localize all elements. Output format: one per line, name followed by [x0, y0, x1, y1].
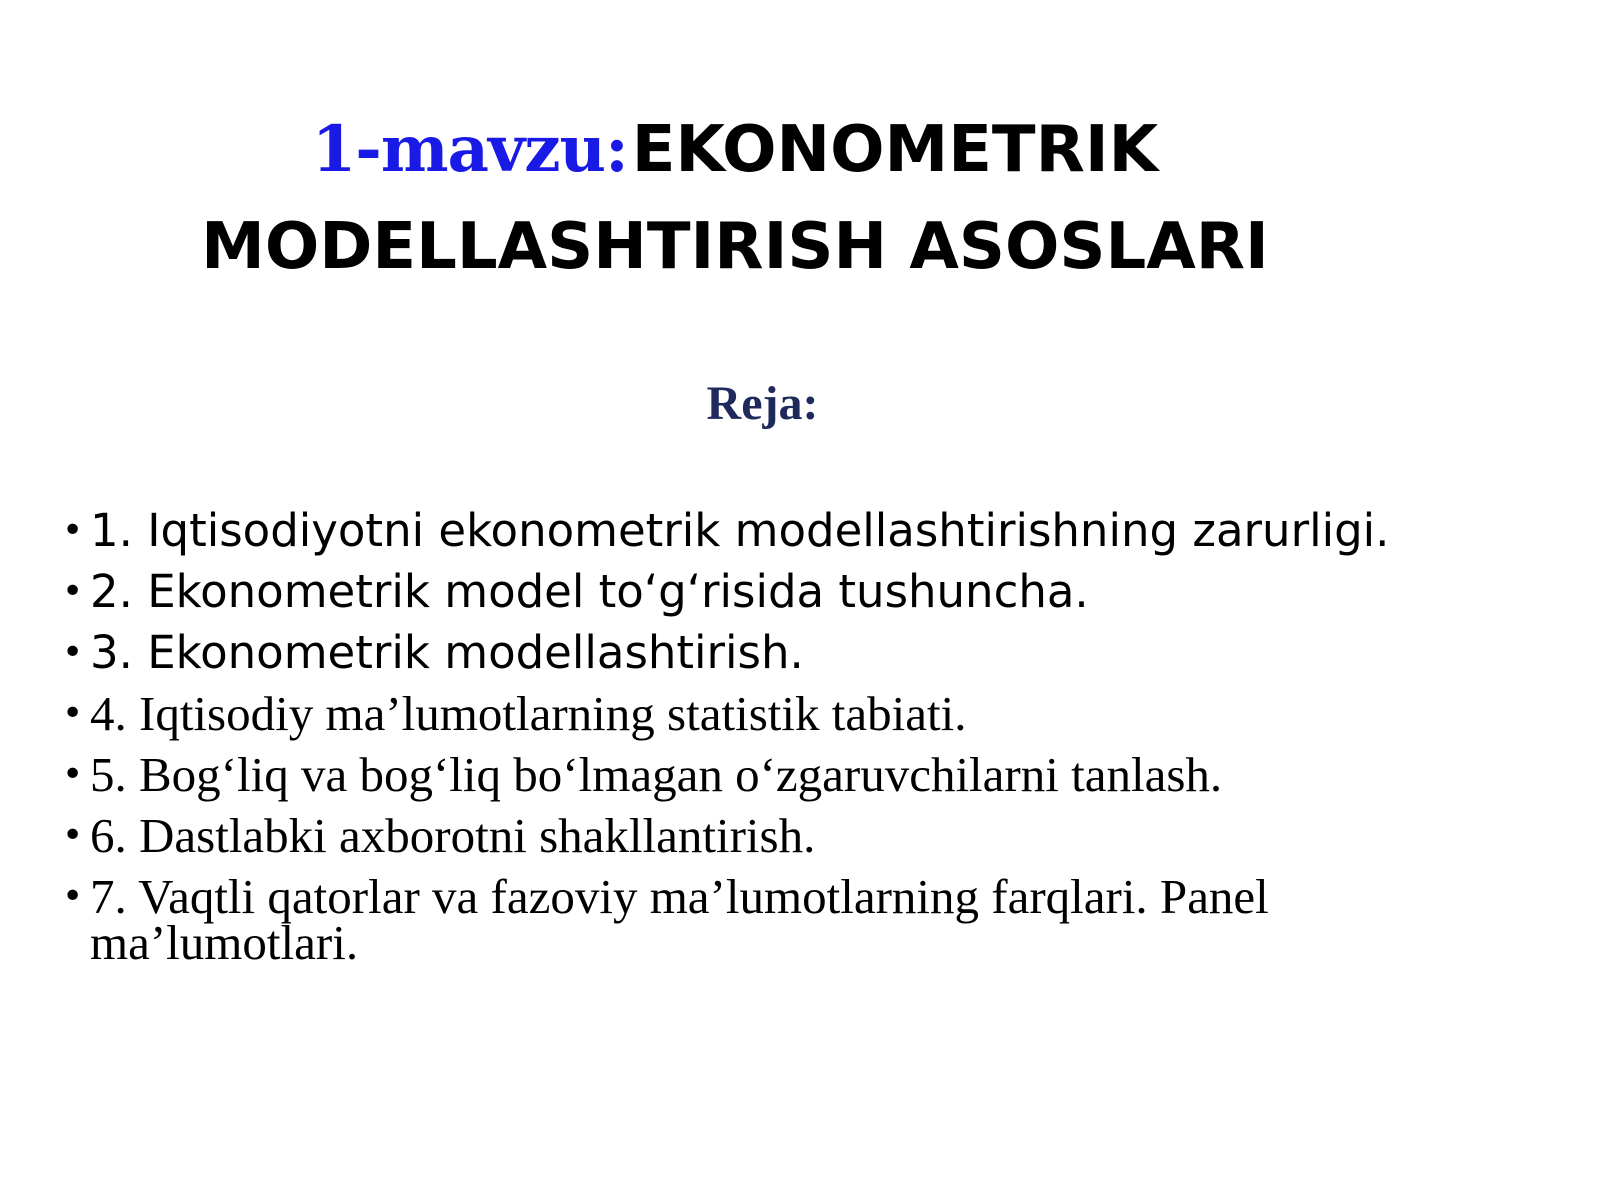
bullet-icon: • — [62, 815, 84, 856]
bullet-icon: • — [62, 876, 84, 917]
plan-item-text: 2. Ekonometrik model to‘g‘risida tushuncha. — [90, 565, 1089, 618]
plan-item-text: 6. Dastlabki axborotni shakllantirish. — [90, 808, 816, 863]
title-main: EKONOMETRIK MODELLASHTIRISH ASOSLARI — [201, 113, 1269, 284]
bullet-icon: • — [62, 754, 84, 795]
plan-heading: Reja: — [706, 377, 819, 430]
bullet-icon: • — [62, 510, 84, 551]
plan-item — [58, 866, 1470, 970]
title-prefix: 1-mavzu: — [311, 112, 628, 187]
plan-item — [58, 805, 1538, 866]
plan-item-text: 4. Iqtisodiy ma’lumotlarning statistik tabiati. — [90, 686, 967, 741]
bullet-icon: • — [62, 632, 84, 673]
plan-item-text: 7. Vaqtli qatorlar va fazoviy ma’lumotlarning farqlari. Panel ma’lumotlari. — [90, 869, 1269, 970]
bullet-icon: • — [62, 693, 84, 734]
plan-list — [58, 500, 1538, 970]
plan-item — [58, 500, 1538, 561]
plan-item — [58, 683, 1538, 744]
slide-title — [0, 110, 1470, 304]
plan-item — [58, 622, 1538, 683]
plan-item-text: 3. Ekonometrik modellashtirish. — [90, 626, 804, 679]
plan-item — [58, 744, 1538, 805]
plan-item-text: 1. Iqtisodiyotni ekonometrik modellashtirishning zarurligi. — [90, 504, 1390, 557]
plan-item — [58, 561, 1538, 622]
bullet-icon: • — [62, 571, 84, 612]
plan-item-text: 5. Bog‘liq va bog‘liq bo‘lmagan o‘zgaruvchilarni tanlash. — [90, 747, 1223, 802]
